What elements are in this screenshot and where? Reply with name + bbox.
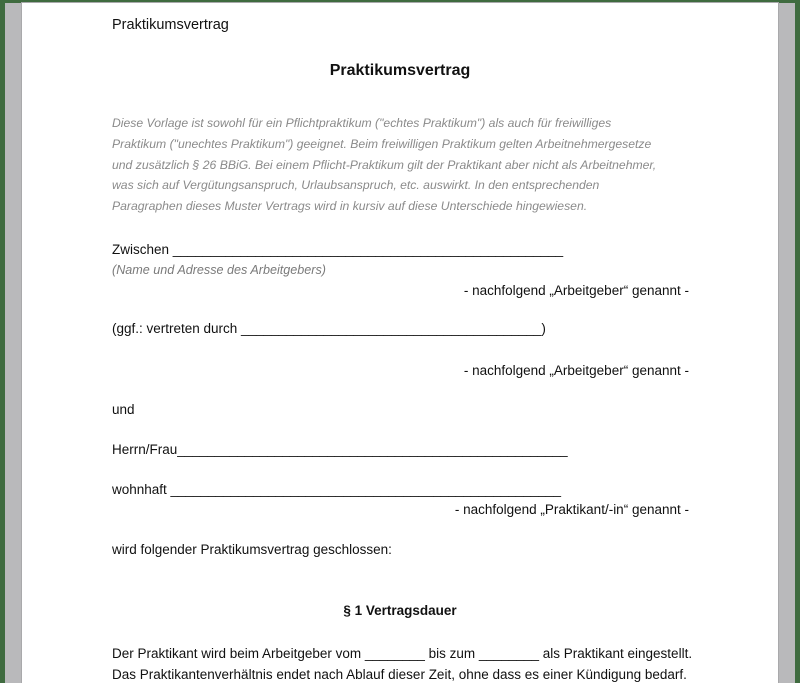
and-text: und [112,402,135,417]
note-line: was sich auf Vergütungsanspruch, Urlaubsanspruch, etc. auswirkt. In den entsprechenden [112,178,600,193]
employer-designation-2: - nachfolgend „Arbeitgeber“ genannt - [463,363,689,378]
section-1-line: Das Praktikantenverhältnis endet nach Ablauf dieser Zeit, ohne dass es einer Kündigung bedarf. [112,667,687,682]
section-1-title: § 1 Vertragsdauer [343,603,457,618]
note-line: und zusätzlich § 26 BBiG. Bei einem Pflicht-Praktikum gilt der Praktikant aber nicht als Arbeitnehmer, [112,157,657,172]
note-line: Praktikum ("unechtes Praktikum") geeignet. Beim freiwilligen Praktikum gelten Arbeitnehmergesetze [112,136,652,151]
represented-by-line: (ggf.: vertreten durch ________________________________________) [112,321,546,336]
party-employer-line: Zwischen ____________________________________________________ [112,242,564,257]
template-note [112,113,712,217]
contract-concluded-text: wird folgender Praktikumsvertrag geschlossen: [112,542,392,557]
page-header: Praktikumsvertrag [112,17,229,33]
intern-name-line: Herrn/Frau____________________________________________________ [112,442,568,457]
note-line: Diese Vorlage ist sowohl für ein Pflichtpraktikum ("echtes Praktikum") als auch für freiwilliges [112,116,612,130]
section-1-line: Der Praktikant wird beim Arbeitgeber vom ________ bis zum ________ als Praktikant eingestellt. [112,646,693,661]
document-page [22,3,778,683]
intern-designation: - nachfolgend „Praktikant/-in“ genannt - [454,502,689,517]
note-line: Paragraphen dieses Muster Vertrags wird in kursiv auf diese Unterschiede hingewiesen. [112,199,588,214]
document-title: Praktikumsvertrag [329,62,471,79]
employer-hint: (Name und Adresse des Arbeitgebers) [112,263,326,277]
employer-designation: - nachfolgend „Arbeitgeber“ genannt - [463,283,689,298]
intern-address-line: wohnhaft ____________________________________________________ [112,482,561,497]
